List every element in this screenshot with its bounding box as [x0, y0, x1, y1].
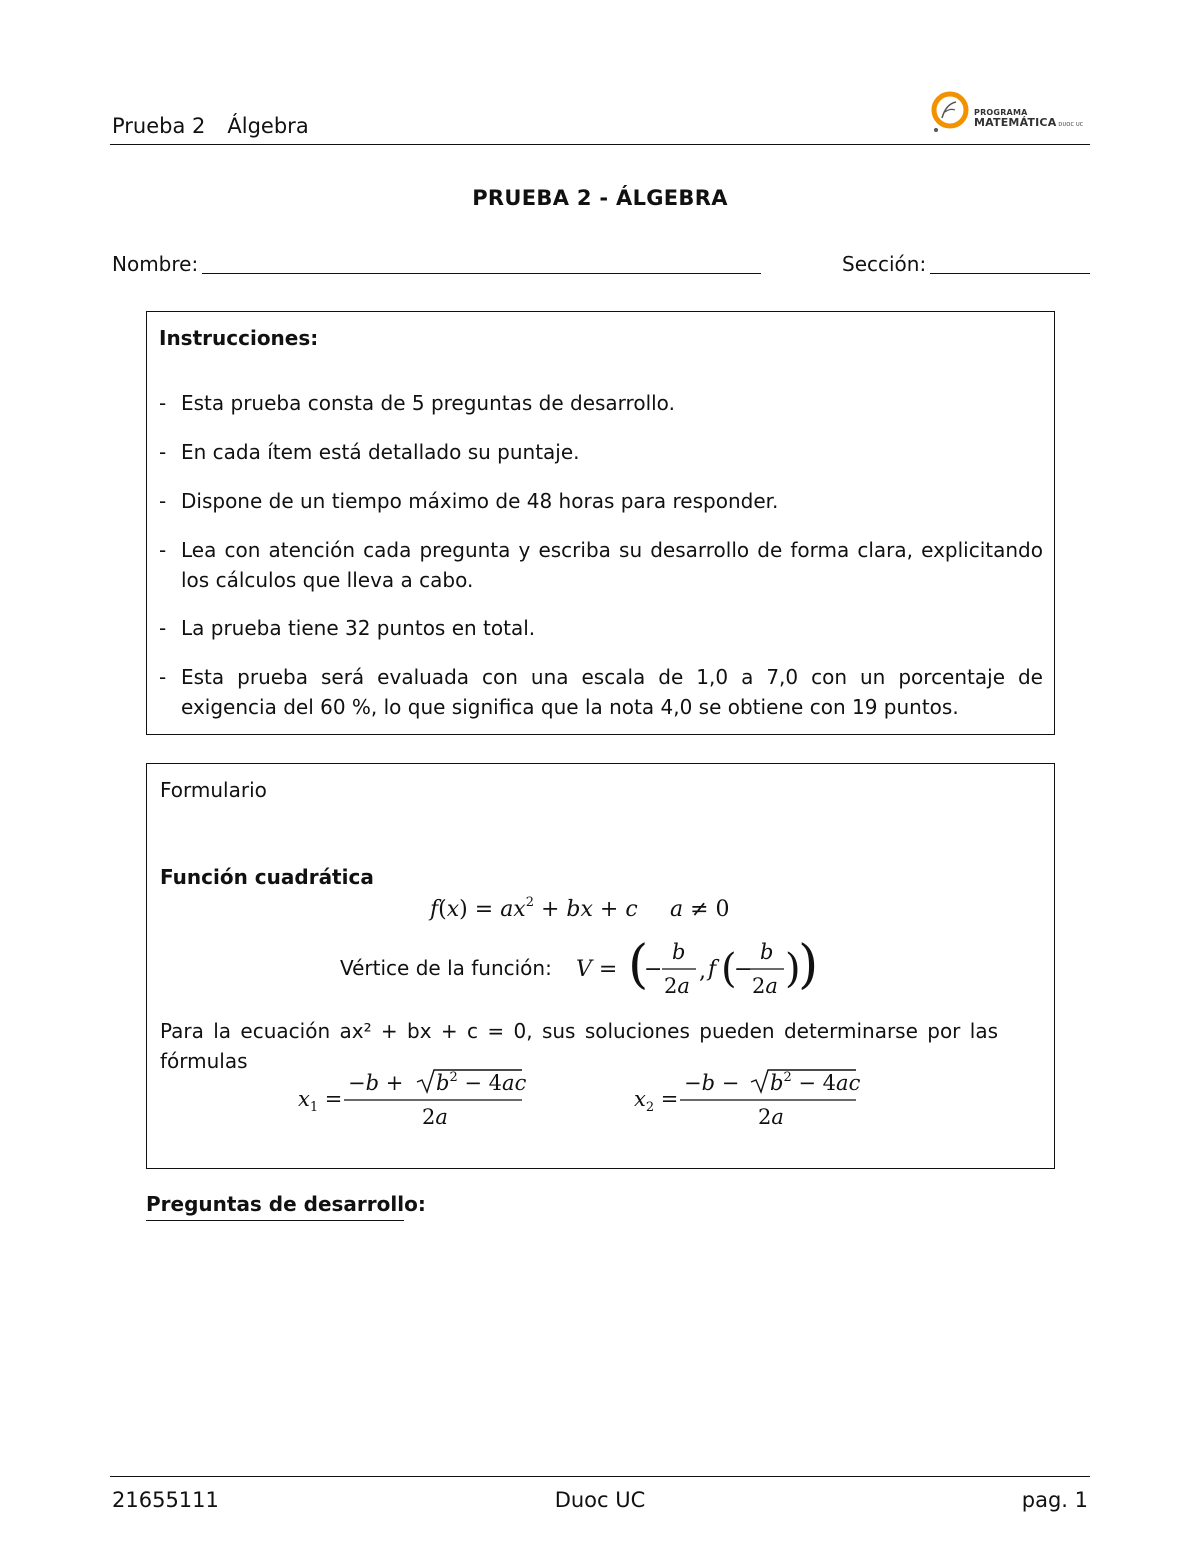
instruction-item: [159, 486, 1044, 516]
instruction-text: En cada ítem está detallado su puntaje.: [181, 440, 580, 464]
instruction-text: Dispone de un tiempo máximo de 48 horas para responder.: [181, 489, 779, 513]
nombre-field[interactable]: [202, 273, 761, 274]
questions-title-underline: [146, 1220, 404, 1221]
logo-line-2: MATEMÁTICA: [974, 116, 1057, 129]
instructions-title: Instrucciones:: [159, 326, 319, 350]
header-test-name: Prueba 2: [112, 114, 206, 138]
svg-text:b2 − 4ac: $b^2 - 4ac$: [436, 1070, 527, 1095]
running-header: [112, 114, 309, 138]
formulario-label: Formulario: [160, 778, 267, 802]
instruction-item: [159, 437, 1044, 467]
svg-text:b: b: [672, 940, 686, 964]
svg-text:−b +: −b +: [348, 1071, 404, 1095]
svg-text:): ): [798, 936, 819, 995]
instruction-item: [159, 662, 1044, 722]
svg-text:,: ,: [699, 959, 706, 984]
header-rule: [110, 144, 1090, 145]
svg-text:2a: 2a: [664, 974, 690, 998]
svg-text:a ≠ 0: a ≠ 0: [670, 897, 730, 922]
instruction-text: Esta prueba consta de 5 preguntas de desarrollo.: [181, 391, 675, 415]
footer-code: 21655111: [112, 1488, 219, 1512]
svg-text:f: f: [708, 957, 717, 982]
header-subject: Álgebra: [227, 114, 309, 138]
seccion-field[interactable]: [930, 273, 1090, 274]
bullet-dash: -: [159, 616, 167, 640]
svg-text:−: −: [644, 957, 663, 982]
svg-text:2a: 2a: [752, 974, 778, 998]
vertex-formula: [572, 936, 822, 1002]
bullet-dash: -: [159, 665, 167, 689]
footer-page-number: pag. 1: [1021, 1488, 1088, 1512]
svg-text:V =: V =: [576, 957, 618, 982]
bullet-dash: -: [159, 489, 167, 513]
logo-text: [974, 108, 1084, 130]
logo: [930, 90, 1090, 138]
logo-line-3: DUOC UC: [1058, 122, 1084, 128]
formula-x1: [296, 1068, 536, 1132]
bullet-dash: -: [159, 391, 167, 415]
formula-function: [420, 890, 740, 924]
svg-text:f(x) = ax2 + bx + c: $f(x) = ax^2$ + bx + c: [430, 895, 638, 922]
seccion-label: Sección:: [842, 252, 927, 276]
svg-text:x2 =: $x_2$ =: [634, 1087, 679, 1115]
instruction-text: Lea con atención cada pregunta y escriba su desarrollo de forma clara, explicitando los cálculos que lleva a cabo.: [181, 538, 1043, 592]
svg-text:2a: 2a: [758, 1105, 784, 1129]
svg-text:(: (: [721, 946, 737, 992]
svg-text:b: b: [760, 940, 774, 964]
instruction-item: [159, 613, 1044, 643]
instruction-item: [159, 535, 1044, 595]
footer-rule: [110, 1476, 1090, 1477]
instruction-text: Esta prueba será evaluada con una escala de 1,0 a 7,0 con un porcentaje de exigencia del 60 %, lo que significa que la nota 4,0 se obtiene con 19 puntos.: [181, 665, 1043, 719]
svg-text:(: (: [628, 936, 649, 995]
instruction-item: [159, 388, 1044, 418]
page-title: PRUEBA 2 - ÁLGEBRA: [472, 186, 728, 210]
bullet-dash: -: [159, 440, 167, 464]
bullet-dash: -: [159, 538, 167, 562]
svg-text:2a: 2a: [422, 1105, 448, 1129]
svg-text:−: −: [734, 957, 753, 982]
questions-title: Preguntas de desarrollo:: [146, 1192, 426, 1216]
logo-line-1: PROGRAMA: [974, 108, 1028, 117]
nombre-label: Nombre:: [112, 252, 199, 276]
formula-x2: [632, 1068, 872, 1132]
svg-text:x1 =: $x_1$ =: [298, 1087, 343, 1115]
footer-institution: Duoc UC: [554, 1488, 646, 1512]
instruction-text: La prueba tiene 32 puntos en total.: [181, 616, 536, 640]
svg-text:): ): [785, 946, 801, 992]
quadratic-paragraph: Para la ecuación ax² + bx + c = 0, sus soluciones pueden determinarse por las fórmulas: [160, 1019, 998, 1073]
vertex-label: Vértice de la función:: [340, 956, 552, 980]
section-title: Función cuadrática: [160, 865, 374, 889]
svg-text:−b −: −b −: [684, 1071, 740, 1095]
lightbulb-icon: [930, 90, 974, 138]
svg-text:b2 − 4ac: $b^2 - 4ac$: [770, 1070, 861, 1095]
